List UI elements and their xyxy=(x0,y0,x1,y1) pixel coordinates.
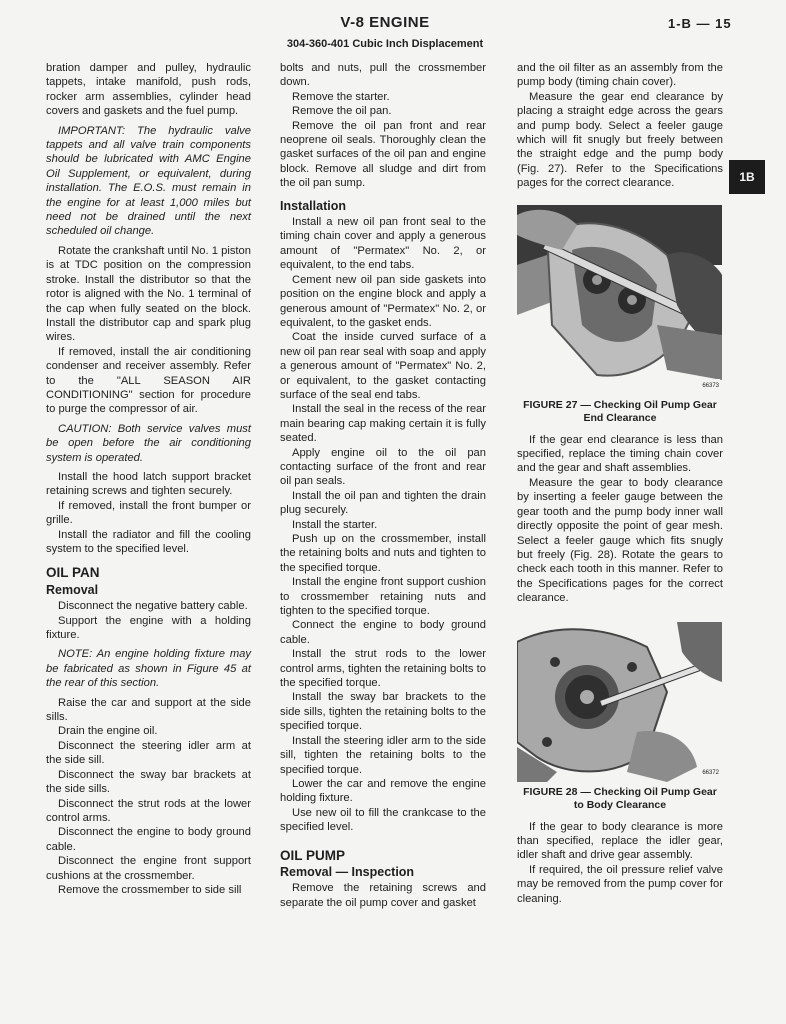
subheading-installation: Installation xyxy=(280,198,346,213)
paragraph: If required, the oil pressure relief valve may be removed from the pump cover for cleaning. xyxy=(517,863,723,905)
paragraph: Push up on the crossmember, install the retaining bolts and nuts and tighten to the specified torque. xyxy=(280,533,486,574)
column-2 xyxy=(280,61,486,910)
paragraph: Install the sway bar brackets to the side sills, tighten the retaining bolts to the specified torque. xyxy=(280,691,486,733)
figure-27-caption: FIGURE 27 — Checking Oil Pump Gear End Clearance xyxy=(523,398,717,424)
paragraph: Install the hood latch support bracket retaining screws and tighten securely. xyxy=(46,470,251,498)
paragraph: Raise the car and support at the side sills. xyxy=(46,696,251,724)
paragraph: Install the oil pan and tighten the drain plug securely. xyxy=(280,489,486,517)
paragraph: Disconnect the steering idler arm at the side sill. xyxy=(46,739,251,767)
paragraph: Connect the engine to body ground cable. xyxy=(280,619,486,646)
page-subtitle: 304-360-401 Cubic Inch Displacement xyxy=(286,38,484,50)
paragraph: Remove the oil pan. xyxy=(292,105,392,118)
section-tab: 1B xyxy=(729,160,765,194)
paragraph: If the gear to body clearance is more than specified, replace the idler gear, idler shaft and drive gear assembly. xyxy=(517,820,723,862)
paragraph: If removed, install the front bumper or grille. xyxy=(46,499,251,527)
paragraph: Install the strut rods to the lower control arms, tighten the retaining bolts to the specified torque. xyxy=(280,648,486,690)
paragraph: Remove the crossmember to side sill xyxy=(58,883,242,896)
column-3 xyxy=(517,61,723,906)
paragraph: Remove the starter. xyxy=(292,90,390,103)
paragraph: Rotate the crankshaft until No. 1 piston is at TDC position on the compression stroke. Install the distributor so that the rotor is aligned with the No. 1 terminal of the cap when fully seated on the block. Install the distributor cap and spark plug wires. xyxy=(46,244,251,344)
paragraph: and the oil filter as an assembly from the pump body (timing chain cover). xyxy=(517,62,723,89)
paragraph: Use new oil to fill the crankcase to the specified level. xyxy=(280,806,486,834)
paragraph: Remove the retaining screws and separate the oil pump cover and gasket xyxy=(280,882,486,909)
figure-27-photo xyxy=(517,205,722,395)
paragraph: Install the steering idler arm to the side sill, tighten the retaining bolts to the specified torque. xyxy=(280,734,486,776)
paragraph: Disconnect the strut rods at the lower control arms. xyxy=(46,797,251,824)
paragraph: Install the engine front support cushion to crossmember retaining nuts and tighten to the specified torque. xyxy=(280,576,486,618)
paragraph: bration damper and pulley, hydraulic tappets, intake manifold, push rods, rocker arm assemblies, cylinder head covers and gaskets and the fuel pump. xyxy=(46,62,251,118)
paragraph: Disconnect the sway bar brackets at the side sills. xyxy=(46,768,251,796)
paragraph: If removed, install the air conditioning condenser and receiver assembly. Refer to the "ALL SEASON AIR CONDITIONING" section for procedure to purge the compressor of air. xyxy=(46,345,251,416)
paragraph: bolts and nuts, pull the crossmember down. xyxy=(280,62,486,89)
paragraph: Coat the inside curved surface of a new oil pan rear seal with soap and apply a generous amount of "Permatex" No. 2, or equivalent, to the gasket contacting surface of the seal end tabs. xyxy=(280,331,486,401)
section-heading-oil-pump: OIL PUMP xyxy=(280,847,346,863)
paragraph: Disconnect the negative battery cable. xyxy=(58,600,248,613)
figure-27-number: 66373 xyxy=(701,379,720,393)
caution-note: CAUTION: Both service valves must be open before the air conditioning system is operated. xyxy=(46,422,251,464)
note: NOTE: An engine holding fixture may be fabricated as shown in Figure 45 at the rear of this section. xyxy=(46,648,251,690)
column-1 xyxy=(46,61,251,897)
page-number: 1-B — 15 xyxy=(668,16,732,31)
paragraph: Install a new oil pan front seal to the timing chain cover and apply a generous amount of "Permatex" No. 2, or equivalent, to the end tabs. xyxy=(280,216,486,272)
paragraph: Remove the oil pan front and rear neoprene oil seals. Thoroughly clean the gasket surfaces of the oil pan and engine block. Remove all sludge and dirt from the oil pan sump. xyxy=(280,119,486,190)
paragraph: Install the radiator and fill the cooling system to the specified level. xyxy=(46,528,251,555)
subheading-removal: Removal xyxy=(46,582,99,597)
figure-28-number: 66372 xyxy=(701,766,720,780)
section-heading-oil-pan: OIL PAN xyxy=(46,565,100,581)
subheading-removal-inspection: Removal — Inspection xyxy=(280,864,415,879)
figure-28-photo xyxy=(517,622,722,782)
paragraph: Drain the engine oil. xyxy=(58,725,158,738)
paragraph: Lower the car and remove the engine holding fixture. xyxy=(280,777,486,805)
paragraph: Measure the gear to body clearance by inserting a feeler gauge between the gear tooth and the pump body inner wall directly opposite the point of gear mesh. Select a feeler gauge which fits snugly but freely (Fig. 28). Rotate the gears to check each tooth in this manner. Refer to the Specifications pages for the correct clearance. xyxy=(517,476,723,605)
oil-pump-gear-to-body-clearance-photo xyxy=(517,622,722,782)
paragraph: Cement new oil pan side gaskets into position on the engine block and apply a generous amount of "Permatex" No. 2, or equivalent, to the gasket ends. xyxy=(280,273,486,329)
figure-28-caption: FIGURE 28 — Checking Oil Pump Gear to Body Clearance xyxy=(523,785,717,811)
paragraph: Install the starter. xyxy=(292,518,378,531)
important-note: IMPORTANT: The hydraulic valve tappets and all valve train components should be lubricated with AMC Engine Oil Supplement, or equivalent, during installation. The E.O.S. must remain in the engine for at least 1,000 miles but need not be drained until the next scheduled oil change. xyxy=(46,124,251,238)
paragraph: Support the engine with a holding fixture. xyxy=(46,614,251,642)
paragraph: Disconnect the engine front support cushions at the crossmember. xyxy=(46,855,251,882)
paragraph: If the gear end clearance is less than specified, replace the timing chain cover and the gear and shaft assemblies. xyxy=(517,433,723,475)
page-title: V-8 ENGINE xyxy=(340,14,430,31)
oil-pump-gear-end-clearance-photo xyxy=(517,205,722,395)
paragraph: Apply engine oil to the oil pan contacting surface of the front and rear oil pan seals. xyxy=(280,446,486,488)
paragraph: Install the seal in the recess of the rear main bearing cap making certain it is fully seated. xyxy=(280,403,486,445)
paragraph: Disconnect the engine to body ground cable. xyxy=(46,826,251,853)
paragraph: Measure the gear end clearance by placing a straight edge across the gears and pump body. Select a feeler gauge which will fit snugly but freely between the straight edge and the pump body (Fig. 27). Refer to the Specifications pages for the correct clearance. xyxy=(517,90,723,190)
